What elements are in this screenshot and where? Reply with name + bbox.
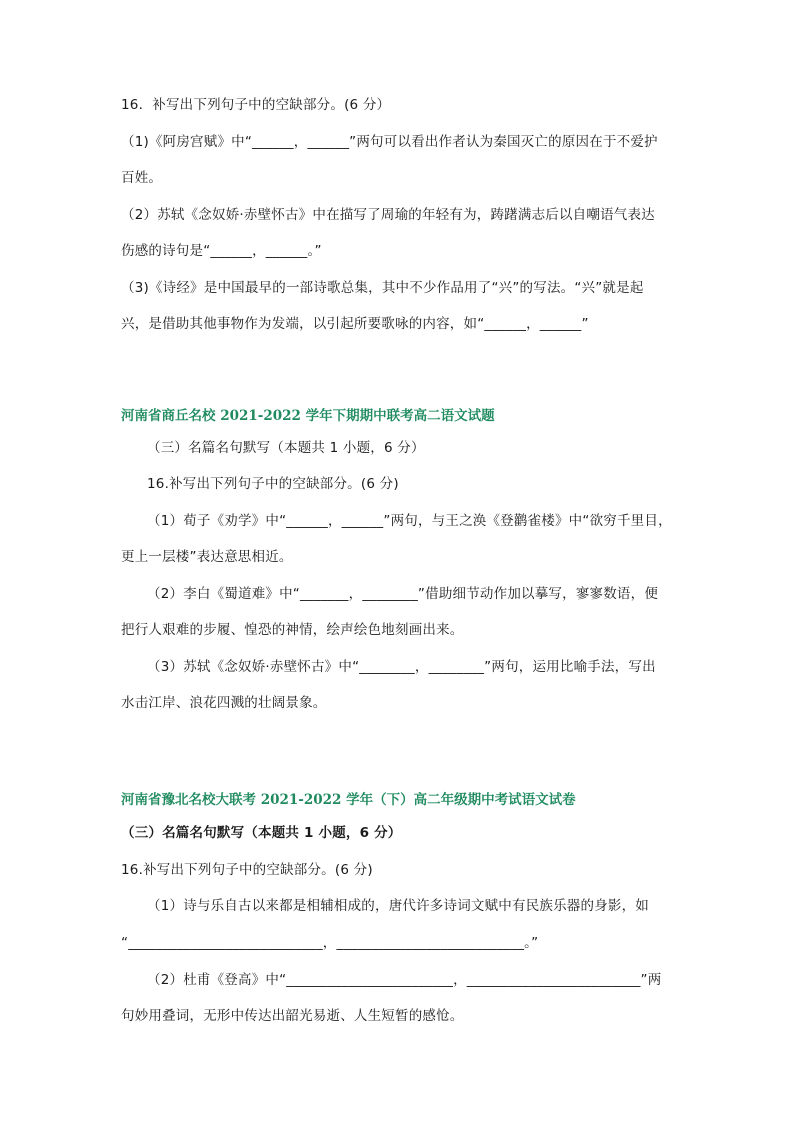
item-1-line-2: 百姓。 bbox=[121, 170, 163, 186]
item-1-line-1: （1）诗与乐自古以来都是相辅相成的，唐代许多诗词文赋中有民族乐器的身影，如 bbox=[147, 898, 649, 914]
question-16-title: 16．补写出下列句子中的空缺部分。(6 分） bbox=[121, 97, 391, 113]
item-3-line-2: 水击江岸、浪花四溅的壮阔景象。 bbox=[121, 695, 327, 711]
item-1-line-2: 更上一层楼”表达意思相近。 bbox=[121, 549, 293, 565]
item-2-line-1: （2）杜甫《登高》中“________________________，_________________________”两 bbox=[147, 972, 662, 988]
question-16-title: 16.补写出下列句子中的空缺部分。(6 分) bbox=[121, 862, 373, 878]
item-2-line-2: 句妙用叠词，无形中传达出韶光易逝、人生短暂的感怆。 bbox=[121, 1008, 464, 1024]
source-heading-yubei: 河南省豫北名校大联考 2021-2022 学年（下）高二年级期中考试语文试卷 bbox=[121, 792, 576, 808]
item-1-line-1: （1)《阿房宫赋》中“______，______”两句可以看出作者认为秦国灭亡的原因在于不爱护 bbox=[121, 134, 658, 150]
item-3-line-1: （3）苏轼《念奴娇·赤壁怀古》中“________，________”两句，运用比喻手法，写出 bbox=[147, 659, 656, 675]
source-heading-shangqiu: 河南省商丘名校 2021-2022 学年下期期中联考高二语文试题 bbox=[121, 408, 495, 424]
item-2-line-1: （2）李白《蜀道难》中“_______，________”借助细节动作加以摹写，寥寥数语，便 bbox=[147, 586, 659, 602]
item-2-line-1: （2）苏轼《念奴娇·赤壁怀古》中在描写了周瑜的年轻有为，踌躇满志后以自嘲语气表达 bbox=[121, 207, 655, 223]
question-16-title: 16.补写出下列句子中的空缺部分。(6 分) bbox=[147, 476, 399, 492]
item-1-line-2: “____________________________，___________________________。” bbox=[121, 935, 539, 951]
section-subtitle: （三）名篇名句默写（本题共 1 小题，6 分） bbox=[147, 440, 425, 456]
section-subtitle: （三）名篇名句默写（本题共 1 小题，6 分） bbox=[121, 825, 402, 841]
item-1-line-1: （1）荀子《劝学》中“______，______”两句，与王之涣《登鹳雀楼》中“欲穷千里目， bbox=[147, 513, 672, 529]
item-2-line-2: 伤感的诗句是“______，______。” bbox=[121, 243, 322, 259]
item-2-line-2: 把行人艰难的步履、惶恐的神情，绘声绘色地刻画出来。 bbox=[121, 622, 464, 638]
item-3-line-1: （3)《诗经》是中国最早的一部诗歌总集，其中不少作品用了“兴”的写法。“兴”就是起 bbox=[121, 280, 644, 296]
item-3-line-2: 兴，是借助其他事物作为发端，以引起所要歌咏的内容，如“______，______” bbox=[121, 316, 589, 332]
